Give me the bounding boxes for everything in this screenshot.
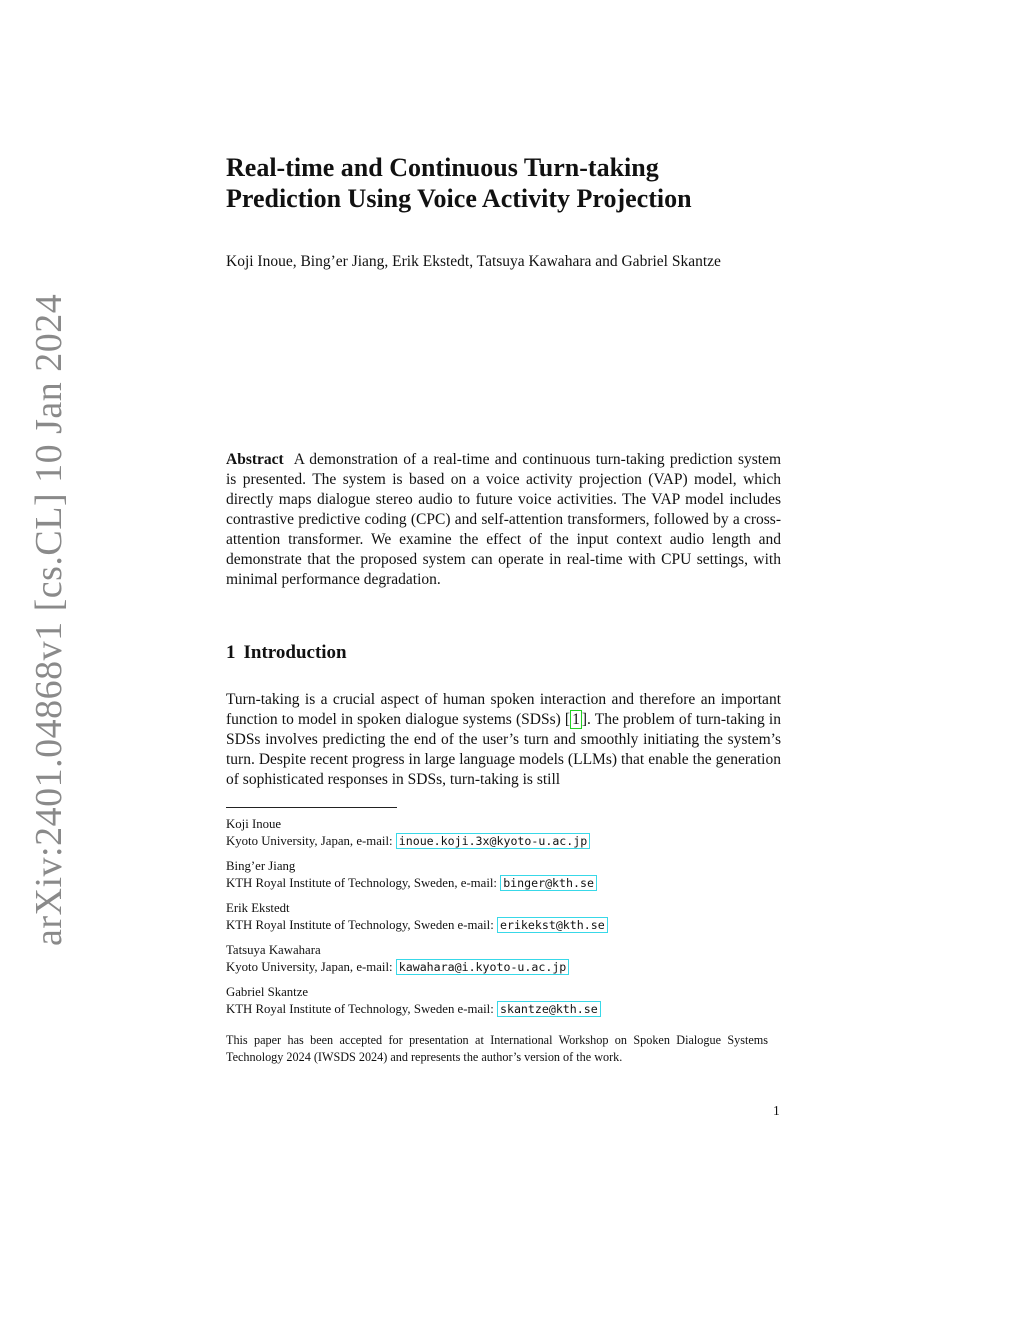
footnote-divider [226,807,397,808]
footnote-affiliation: KTH Royal Institute of Technology, Sweden e-mail: [226,1002,497,1016]
email-link[interactable]: binger@kth.se [500,875,597,891]
abstract [226,450,781,590]
intro-text-1: Turn-taking is a crucial aspect of human spoken interaction and therefore an important function to model in spoken dialogue systems (SDSs) [ [226,691,781,728]
abstract-text: A demonstration of a real-time and continuous turn-taking prediction system is presented. The system is based on a voice activity projection (VAP) model, which directly maps dialogue stereo audio to future voice activities. The VAP model includes contrastive predictive coding (CPC) and self-attention transformers, followed by a cross-attention transformer. We examine the effect of the input context audio length and demonstrate that the proposed system can operate in real-time with CPU settings, with minimal performance degradation. [226,451,781,588]
footnote-affiliation: Kyoto University, Japan, e-mail: [226,834,396,848]
acceptance-note: This paper has been accepted for presentation at International Workshop on Spoken Dialogue Systems Technology 2024 (IWSDS 2024) and represents the author’s version of the work. [226,1033,768,1064]
footnote-entry [226,900,786,934]
arxiv-identifier: arXiv:2401.04868v1 [cs.CL] 10 Jan 2024 [28,293,70,946]
author-list: Koji Inoue, Bing’er Jiang, Erik Ekstedt, Tatsuya Kawahara and Gabriel Skantze [226,253,721,270]
section-title: Introduction [243,642,347,663]
author-footnotes [226,816,786,1026]
citation-link[interactable]: 1 [572,711,580,728]
footnote-affiliation: KTH Royal Institute of Technology, Sweden, e-mail: [226,876,501,890]
footnote-author-name: Bing’er Jiang [226,859,296,873]
intro-paragraph [226,690,781,790]
intro-text-2: ]. The problem of turn-taking in SDSs involves predicting the end of the user’s turn and smoothly initiating the system’s turn. Despite recent progress in large language models (LLMs) that enable the generation of sophisticated responses in SDSs, turn-taking is still [226,711,781,788]
title-line-2: Prediction Using Voice Activity Projection [226,184,692,213]
email-link[interactable]: inoue.koji.3x@kyoto-u.ac.jp [396,833,590,849]
email-link[interactable]: skantze@kth.se [497,1001,601,1017]
footnote-entry [226,816,786,850]
abstract-label: Abstract [226,451,284,468]
footnote-entry [226,858,786,892]
section-heading [226,642,347,664]
footnote-affiliation: Kyoto University, Japan, e-mail: [226,960,396,974]
footnote-affiliation: KTH Royal Institute of Technology, Sweden e-mail: [226,918,497,932]
section-number: 1 [226,642,236,663]
footnote-author-name: Koji Inoue [226,817,282,831]
email-link[interactable]: kawahara@i.kyoto-u.ac.jp [396,959,570,975]
footnote-author-name: Tatsuya Kawahara [226,943,321,957]
page-number: 1 [773,1103,780,1118]
title-line-1: Real-time and Continuous Turn-taking [226,153,659,182]
footnote-author-name: Gabriel Skantze [226,985,309,999]
footnote-author-name: Erik Ekstedt [226,901,290,915]
footnote-entry [226,942,786,976]
email-link[interactable]: erikekst@kth.se [497,917,608,933]
paper-title [226,152,826,214]
footnote-entry [226,984,786,1018]
